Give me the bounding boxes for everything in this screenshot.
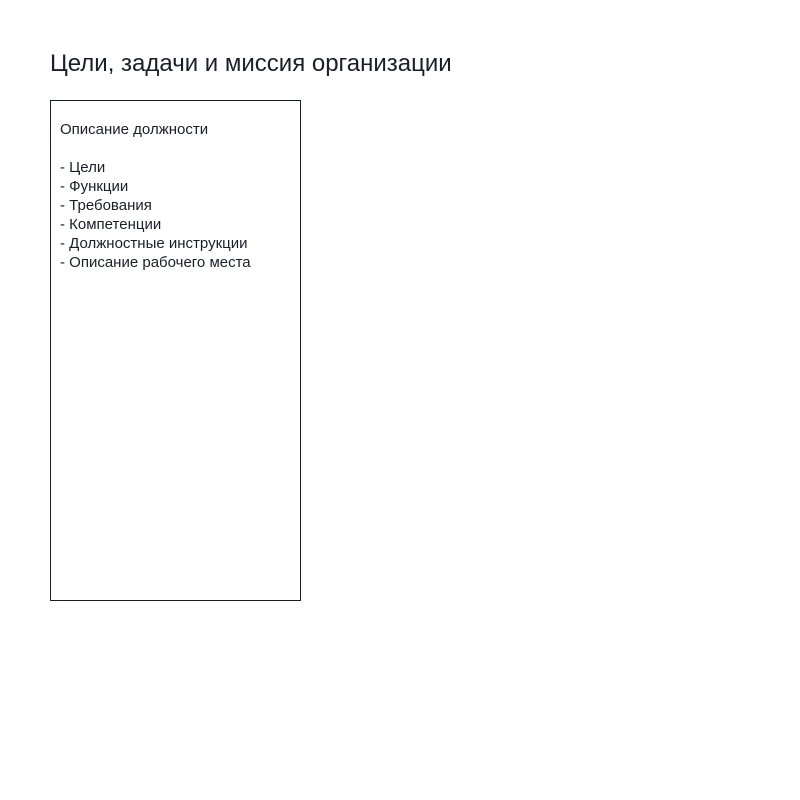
list-item-job-instructions: - Должностные инструкции xyxy=(60,235,248,252)
list-item-goals: - Цели xyxy=(60,159,106,176)
panel-heading: Описание должности xyxy=(60,121,209,138)
list-item-functions: - Функции xyxy=(60,178,129,195)
list-item-requirements: - Требования xyxy=(60,197,152,214)
job-description-panel xyxy=(50,100,301,601)
list-item-workplace-description: - Описание рабочего места xyxy=(60,254,251,271)
job-description-list xyxy=(60,158,251,272)
list-item-competencies: - Компетенции xyxy=(60,216,162,233)
page-title: Цели, задачи и миссия организации xyxy=(50,50,452,77)
